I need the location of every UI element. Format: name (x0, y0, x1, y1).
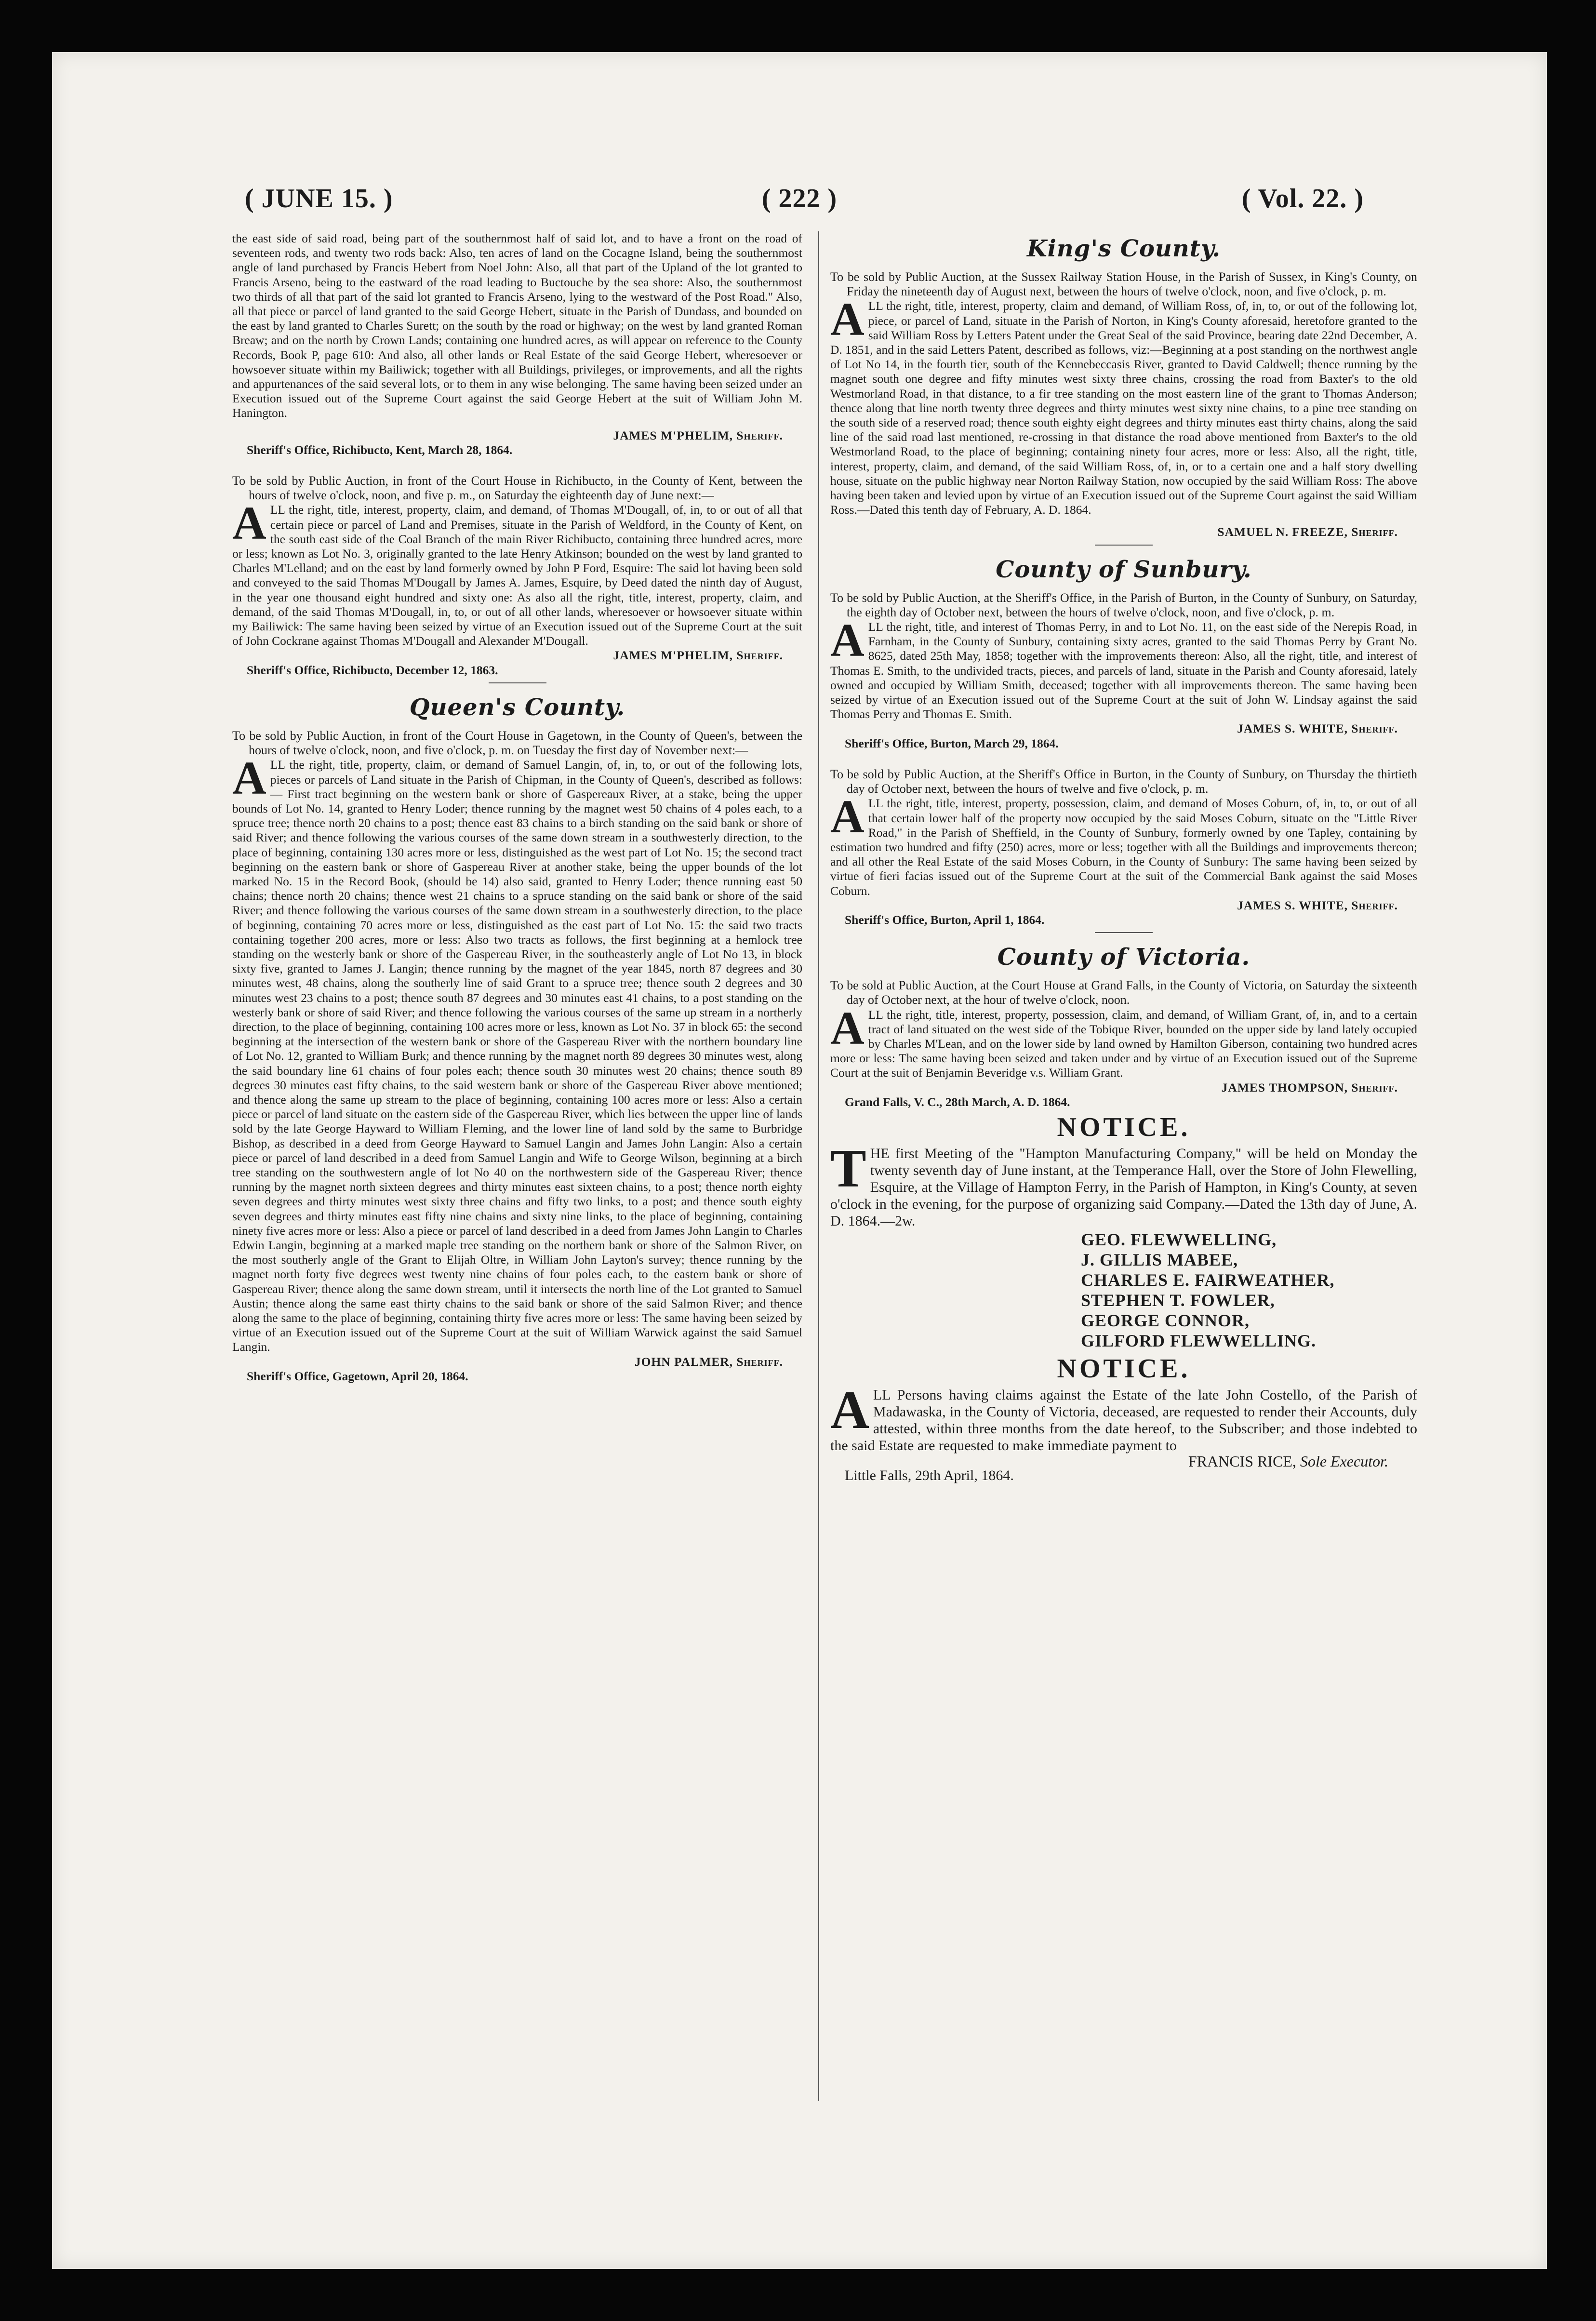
kings-sale-notice (830, 293, 1417, 517)
sunbury-sale-body-2: LL the right, title, interest, property, possession, claim, and demand of Moses Coburn, of, in, to, or out of all that certain lower half of the property now occupied by the said Moses Coburn, situate on the "Little River Road," in the Parish of Sheffield, in the County of Sunbury, formerly owned by one Tapley, containing by estimation two hundred and fifty (250) acres, more or less; together with all the Buildings and improvements thereon; and all other the Real Estate of the said Moses Coburn, in the County of Sunbury: The same having been seized by virtue of fieri facias issued out of the Supreme Court at the suit of the Commercial Bank against the said Moses Coburn. (830, 796, 1417, 898)
signatory-name: GILFORD FLEWWELLING. (1081, 1331, 1317, 1350)
sunbury-county-heading: County of Sunbury. (996, 556, 1252, 583)
signatory-name: STEPHEN T. FOWLER, (1081, 1290, 1275, 1310)
right-column (830, 231, 1417, 2193)
estate-notice-body: LL Persons having claims against the Estate of the late John Costello, of the Parish of Madawaska, in the County of Victoria, deceased, are requested to render their Accounts, duly attested, within three months from the date hereof, to the Subscriber; and those indebted to the said Estate are requested to make immediate payment to (830, 1387, 1417, 1454)
kent-notice-continued: the east side of said road, being part of the southernmost half of said lot, and to have a front on the road of seventeen rods, and twenty two rods back: Also, ten acres of land on the Cocagne Island, being the southernmost angle of land purchased by Francis Hebert from Noel John: Also, all that part of the Upland of the lot granted to Francis Arseno, being to the eastward of the road leading to Buctouche by the sea shore: Also, the southernmost two thirds of all that part of the said lot granted to Francis Arseno, lying to the westward of the Post Road." Also, all that piece or parcel of land granted to the said George Hebert, situate in the Parish of Dundass, and bounded on the east by land granted to Charles Surett; on the south by the road or highway; on the west by land granted Roman Breaw; and on the north by Crown Lands; containing one hundred acres, as will appear on reference to the County Records, Book P, page 610: And also, all other lands or Real Estate of the said George Hebert, wheresoever or howsoever situate within my Bailiwick; together with all Buildings, privileges, or improvements, and all the rights and appurtenances of the said several lots, or to them in any wise belonging. The same having been seized under an Execution issued out of the Supreme Court against the said George Hebert at the suit of William John M. Hanington. (232, 231, 802, 420)
header-page-number: ( 222 ) (761, 184, 838, 213)
kent-sheriff-signature-2: JAMES M'PHELIM, Sheriff. (613, 648, 783, 663)
queens-sale-intro: To be sold by Public Auction, in front of the Court House in Gagetown, in the County of Queen's, between the hours of twelve o'clock, noon, and five o'clock, p. m. on Tuesday the first day of November next:— (232, 728, 802, 758)
kings-sale-body: LL the right, title, interest, property, claim and demand, of William Ross, of, in, to, or out of the following lot, piece, or parcel of Land, situate in the Parish of Norton, in King's County aforesaid, heretofore granted to the said William Ross by Letters Patent under the Great Seal of the said Province, bearing date 22nd December, A. D. 1851, and in the said Letters Patent, described as follows, viz:—Beginning at a post standing on the northwest angle of Lot No 14, in the fourth tier, south of the Kennebeccasis River, granted to David Caldwell; thence running by the magnet south one degree and fifty minutes west sixty three chains, crossing the road from Baxter's to the old Westmorland Road, in that distance, to a fir tree standing on the most eastern line of the grant to Thomas Anderson; thence along that line north twenty three degrees and thirty minutes west sixty nine chains, to a pine tree standing on the south side of a reserved road; thence south eighty eight degrees and thirty minutes east thirty chains, along the said line of the said road last mentioned, re-crossing in that distance the road above mentioned from Baxter's to the old Westmorland Road, to the place of beginning; containing ninety four acres, more or less: Also, all the right, title, interest, property, claim, and demand, of the said William Ross, of, in, or to a certain one and a half story dwelling house, situate on the public highway near Norton Railway Station, now occupied by the said William Ross: The above having been taken and levied upon by virtue of an Execution issued out of the Supreme Court against the said William Ross.—Dated this tenth day of February, A. D. 1864. (830, 299, 1417, 517)
estate-notice-date: Little Falls, 29th April, 1864. (845, 1467, 1014, 1484)
drop-cap: T (830, 1138, 866, 1199)
company-meeting-notice (830, 1138, 1417, 1229)
executor-name: FRANCIS RICE, (1188, 1452, 1296, 1470)
sunbury-sale-notice-2 (830, 791, 1417, 898)
drop-cap: A (830, 1002, 864, 1054)
victoria-office-date: Grand Falls, V. C., 28th March, A. D. 1864. (845, 1094, 1070, 1109)
sunbury-sale-intro-2: To be sold by Public Auction, at the Sheriff's Office in Burton, in the County of Sunbury, on Thursday the thirtieth day of October next, between the hours of twelve and five o'clock, p. m. (830, 767, 1417, 796)
kent-sale-intro: To be sold by Public Auction, in front of the Court House in Richibucto, in the County of Kent, between the hours of twelve o'clock, noon, and five p. m., on Saturday the eighteenth day of June next:— (232, 474, 802, 503)
signatory-list (830, 1229, 1417, 1351)
kent-office-date: Sheriff's Office, Richibucto, Kent, March 28, 1864. (247, 442, 513, 457)
kent-sale-notice (232, 497, 802, 648)
notice-heading-1: NOTICE. (1057, 1112, 1191, 1142)
victoria-county-heading: County of Victoria. (997, 944, 1250, 971)
kent-office-date-2: Sheriff's Office, Richibucto, December 12, 1863. (247, 663, 498, 677)
kings-sale-intro: To be sold by Public Auction, at the Sussex Railway Station House, in the Parish of Sussex, in King's County, on Friday the nineteenth day of August next, between the hours of twelve o'clock, noon, and five o'clock, p. m. (830, 270, 1417, 299)
column-divider (818, 231, 819, 2101)
section-rule (1095, 545, 1153, 546)
kings-county-heading: King's County. (1026, 235, 1221, 262)
victoria-sale-body: LL the right, title, interest, property, possession, claim, and demand, of William Grant, of, in, and to a certain tract of land situated on the west side of the Tobique River, bounded on the upper side by land lately occupied by Charles M'Lean, and on the lower side by land owned by Hamilton Giberson, containing two hundred acres more or less: The same having been seized and taken under and by virtue of an Execution issued out of the Supreme Court at the suit of Benjamin Beveridge v.s. William Grant. (830, 1007, 1417, 1080)
drop-cap: A (232, 752, 266, 805)
sunbury-office-date-1: Sheriff's Office, Burton, March 29, 1864. (845, 736, 1059, 750)
kent-sheriff-signature: JAMES M'PHELIM, Sheriff. (613, 428, 783, 442)
victoria-sale-intro: To be sold at Public Auction, at the Court House at Grand Falls, in the County of Victoria, on Saturday the sixteenth day of October next, at the hour of twelve o'clock, noon. (830, 978, 1417, 1007)
section-rule (1095, 932, 1153, 933)
victoria-sale-notice (830, 1002, 1417, 1080)
estate-notice (830, 1380, 1417, 1454)
signatory-name: GEO. FLEWWELLING, (1081, 1229, 1277, 1249)
drop-cap: A (830, 293, 864, 346)
queens-sale-body: LL the right, title, property, claim, or demand of Samuel Langin, of, in, to, or out of the following lots, pieces or parcels of Land situate in the Parish of Chipman, in the County of Queen's, described as follows:— First tract beginning on the western bank or shore of Gaspereaux River, at a stake, being the upper bounds of Lot No. 14, granted to Henry Loder; thence running by the magnet west 50 chains of 4 poles each, to a spruce tree; thence north 20 chains to a post; thence east 83 chains to a birch standing on the said bank or shore of said River; and thence following the various courses of the same down stream in a southwesterly direction, to the place of beginning, containing 130 acres more or less, distinguished as the west part of Lot No. 15; the second tract beginning on the eastern bank or shore of Gaspereau River at another stake, being the upper bounds of the lot marked No. 15 in the Record Book, (should be 14) also said, granted to Henry Loder; thence running east 50 chains; thence north 20 chains; thence west 21 chains to a spruce standing on the said bank or shore of the said River; and thence following the various courses of the same down stream in a southwesterly direction, to the place of beginning, containing 70 acres more or less, distinguished as the east part of Lot No. 15: the said two tracts containing together 200 acres, more or less: Also two tracts as follows, the first beginning at a hemlock tree standing on the westerly bank or shore of the Gaspereau River, in the southeasterly angle of Lot No 13, in block sixty five, granted to James J. Langin; thence running by the magnet of the year 1845, north 87 degrees and 30 minutes west, 48 chains, along the southerly line of said Grant to a spruce tree; thence south 2 degrees and 30 minutes west 23 chains to a post; thence south 87 degrees and 30 minutes east 41 chains, to a post standing on the westerly bank or shore of said River; and thence following the various courses of the same up stream in a northerly direction, to the place of beginning, containing 100 acres more or less, known as Lot No. 37 in block 65: the second beginning at the intersection of the western bank or shore of the Gaspereau River with the northern boundary line of Lot No. 12, granted to William Burk; and thence running by the magnet north 89 degrees 30 minutes west, along the said boundary line 61 chains of four poles each; thence south 30 minutes west 20 chains; thence south 89 degrees 30 minutes east fifty chains, to the said western bank or shore of the Gaspereau River above mentioned; and thence along the same up stream to the place of beginning, containing 100 acres more or less: Also a certain piece or parcel of land situate on the eastern side of the Gaspereau River, which lies between the upper line of lands sold by the late George Hayward to William Fleming, and the lower line of land sold by the same to Burbridge Bishop, as described in a deed from George Hayward to Samuel Langin and James John Langin: Also a certain piece or parcel of land described in a deed from Samuel Langin and Wife to George Wilson, beginning at a birch tree standing on the southwestern angle of lot No 40 on the northwestern side of the Gaspereau River; thence running by the magnet north sixteen degrees and thirty minutes east sixteen chains, to a post; thence north eighty seven degrees and thirty minutes west sixty three chains and fifty two links, to a post; and thence south eighty seven degrees and thirty minutes east fifty nine chains and sixty nine links, to the place of beginning, containing ninety five acres more or less: Also a piece or parcel of land described in a deed from James John Langin to Charles Edwin Langin, beginning at a marked maple tree standing on the northern bank or shore of the Salmon River, on the most southerly angle of the Grant to Elijah Oltre, in William John Layton's survey; thence running by the magnet north forty five degrees west twenty nine chains of four poles each, to the eastern bank or shore of Gaspereau River; thence along the same down stream, until it intersects the north line of the Lot granted to Samuel Austin; thence along the same east thirty chains to the said bank or shore of the said Salmon River; and thence along the same to the place of beginning, containing thirty five acres more or less: The same having been seized by virtue of an Execution issued out of the Supreme Court at the suit of William Warwick against the said Samuel Langin. (232, 758, 802, 1354)
executor-role: Sole Executor. (1300, 1452, 1388, 1470)
header-volume: ( Vol. 22. ) (1241, 184, 1364, 213)
signatory-name: GEORGE CONNOR, (1081, 1310, 1250, 1330)
queens-sheriff-signature: JOHN PALMER, Sheriff. (634, 1354, 783, 1369)
left-column (232, 231, 802, 2193)
company-meeting-body: HE first Meeting of the "Hampton Manufacturing Company," will be held on Monday the twenty seventh day of June instant, at the Temperance Hall, over the Store of John Flewelling, Esquire, at the Village of Hampton Ferry, in the Parish of Hampton, in King's County, at seven o'clock in the evening, for the purpose of organizing said Company.—Dated the 13th day of June, A. D. 1864.—2w. (830, 1145, 1417, 1229)
sunbury-sheriff-signature-2: JAMES S. WHITE, Sheriff. (1237, 898, 1398, 912)
drop-cap: A (830, 614, 864, 667)
sunbury-sale-notice-1 (830, 614, 1417, 721)
queens-sale-notice (232, 752, 802, 1354)
section-rule (489, 682, 546, 683)
signatory-name: CHARLES E. FAIRWEATHER, (1081, 1270, 1335, 1290)
kings-sheriff-signature: SAMUEL N. FREEZE, Sheriff. (1217, 525, 1398, 539)
drop-cap: A (232, 497, 266, 550)
drop-cap: A (830, 791, 864, 843)
victoria-sheriff-signature: JAMES THOMPSON, Sheriff. (1221, 1080, 1398, 1094)
sunbury-office-date-2: Sheriff's Office, Burton, April 1, 1864. (845, 912, 1045, 927)
newspaper-page (52, 52, 1547, 2269)
sunbury-sale-intro-1: To be sold by Public Auction, at the Sheriff's Office, in the Parish of Burton, in the County of Sunbury, on Saturday, the eighth day of October next, between the hours of twelve o'clock, noon, and five o'clock, p. m. (830, 590, 1417, 619)
signatory-name: J. GILLIS MABEE, (1081, 1250, 1238, 1269)
header-date: ( JUNE 15. ) (245, 184, 393, 213)
queens-county-heading: Queen's County. (409, 694, 625, 721)
drop-cap: A (830, 1380, 869, 1440)
kent-sale-body: LL the right, title, interest, property, claim, and demand, of Thomas M'Dougall, of, in, to or out of all that certain piece or parcel of Land and Premises, situate in the Parish of Weldford, in the County of Kent, on the south east side of the Coal Branch of the main River Richibucto, containing three hundred acres, more or less; known as Lot No. 3, originally granted to the late Henry Atkinson; bounded on the west by land granted to Charles M'Lelland; and on the east by land formerly owned by John P Ford, Esquire: The said lot having been sold and conveyed to the said Thomas M'Dougall by James A. James, Esquire, by Deed dated the ninth day of August, in the year one thousand eight hundred and sixty one: As also all the right, title, interest, property, claim, and demand, of the said Thomas M'Dougall, in, to, or out of all other lands, wheresoever or howsoever situate within my Bailiwick: The same having been seized by virtue of an Execution issued out of the Supreme Court at the suit of John Cockrane against Thomas M'Dougall and Alexander M'Dougall. (232, 503, 802, 648)
queens-office-date: Sheriff's Office, Gagetown, April 20, 1864. (247, 1369, 468, 1383)
executor-signature (830, 1454, 1417, 1468)
notice-heading-2: NOTICE. (1057, 1353, 1191, 1384)
sunbury-sale-body-1: LL the right, title, and interest of Thomas Perry, in and to Lot No. 11, on the east side of the Nerepis Road, in Farnham, in the County of Sunbury, containing sixty acres, granted to the said Thomas Perry by Grant No. 8625, dated 25th May, 1858; together with the improvements thereon: Also, all the right, title, and interest of Thomas E. Smith, to the undivided tracts, pieces, and parcels of land, situate in the Parish and County aforesaid, lately owned and occupied by William Smith, deceased; together with all improvements thereon. The same having been seized by virtue of an Execution issued out of the Supreme Court at the suit of John W. Lindsay against the said Thomas Perry and Thomas E. Smith. (830, 620, 1417, 721)
sunbury-sheriff-signature-1: JAMES S. WHITE, Sheriff. (1237, 721, 1398, 736)
page-header (52, 183, 1547, 218)
